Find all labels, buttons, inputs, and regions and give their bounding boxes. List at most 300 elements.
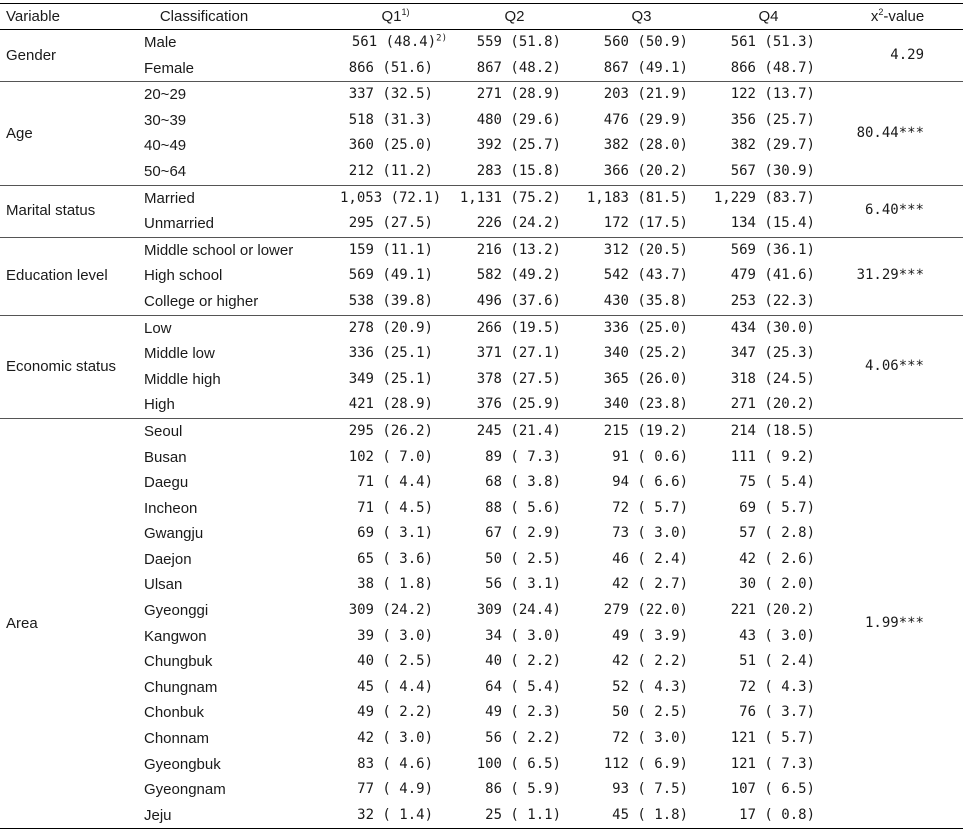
q3-cell [578,211,705,237]
classification-cell: Chonbuk [144,704,205,722]
q3-value: 340 (23.8) [603,396,688,413]
q4-cell [705,30,832,56]
q3-value: 542 (43.7) [603,267,688,284]
q3-cell [578,108,705,134]
q1-cell [340,341,451,367]
q4-value: 134 (15.4) [730,215,815,232]
variable-cell: Area [6,614,38,632]
q4-value: 30 ( 2.0) [739,576,815,593]
q4-cell [705,133,832,159]
classification-cell: Middle low [144,345,215,363]
q2-value: 88 ( 5.6) [485,499,561,516]
classification-cell: 30~39 [144,111,187,129]
q4-value: 121 ( 7.3) [730,755,815,772]
table-row [0,159,963,185]
variable-cell: Gender [6,46,57,64]
q1-value: 39 ( 3.0) [357,627,433,644]
q4-cell [705,496,832,522]
header-row [0,4,963,30]
q4-value: 253 (22.3) [730,292,815,309]
q1-cell [340,108,451,134]
table-row [0,341,963,367]
q2-value: 867 (48.2) [476,59,561,76]
q1-value: 349 (25.1) [348,370,433,387]
table-row [0,726,963,752]
table-row [0,315,963,341]
q1-value: 42 ( 3.0) [357,730,433,747]
q4-cell [705,341,832,367]
q3-value: 366 (20.2) [603,162,688,179]
q3-cell [578,82,705,108]
q2-value: 64 ( 5.4) [485,678,561,695]
q3-cell [578,392,705,418]
header-q2: Q2 [504,8,525,25]
classification-cell: Ulsan [144,576,183,594]
q2-value: 1,131 (75.2) [459,189,561,206]
q3-value: 49 ( 3.9) [612,627,688,644]
q4-cell [705,470,832,496]
q3-value: 215 (19.2) [603,422,688,439]
q3-value: 73 ( 3.0) [612,525,688,542]
q1-cell [340,726,451,752]
q3-value: 112 ( 6.9) [603,755,688,772]
q3-value: 172 (17.5) [603,215,688,232]
q3-cell [578,598,705,624]
classification-cell: Busan [144,448,187,466]
q1-cell [340,30,451,56]
q2-cell [451,445,578,471]
q3-cell [578,700,705,726]
q1-cell [340,211,451,237]
q3-cell [578,496,705,522]
table-row [0,185,963,211]
q2-cell [451,263,578,289]
chi-value-cell: 80.44*** [856,124,924,141]
header-q3: Q3 [631,8,652,25]
q1-cell [340,700,451,726]
q4-cell [705,777,832,803]
table-row [0,547,963,573]
classification-cell: Chonnam [144,730,210,748]
q2-value: 56 ( 3.1) [485,576,561,593]
classification-cell: Kangwon [144,627,207,645]
header-chi-suffix: -value [883,8,925,25]
q1-cell [340,777,451,803]
q2-cell [451,133,578,159]
q1-cell [340,752,451,778]
q4-value: 17 ( 0.8) [739,806,815,823]
q2-cell [451,649,578,675]
q2-cell [451,496,578,522]
header-q4: Q4 [758,8,779,25]
q4-cell [705,445,832,471]
q4-cell [705,56,832,82]
q4-value: 347 (25.3) [730,345,815,362]
q4-cell [705,649,832,675]
q3-cell [578,159,705,185]
q1-cell [340,392,451,418]
q1-value: 561 (48.4) [351,34,437,50]
q1-value: 295 (27.5) [348,215,433,232]
table-row [0,418,963,444]
q2-cell [451,237,578,263]
q2-cell [451,367,578,393]
table-row [0,108,963,134]
q4-value: 318 (24.5) [730,370,815,387]
q4-cell [705,547,832,573]
q4-value: 121 ( 5.7) [730,730,815,747]
q1-cell [340,315,451,341]
q1-cell [340,572,451,598]
q2-cell [451,56,578,82]
q2-cell [451,315,578,341]
data-table [0,3,963,829]
classification-cell: Daejon [144,550,192,568]
q1-cell [340,649,451,675]
q2-value: 226 (24.2) [476,215,561,232]
q3-value: 42 ( 2.7) [612,576,688,593]
q4-cell [705,367,832,393]
q3-cell [578,56,705,82]
header-q1-footnote: 1) [401,7,410,17]
q2-value: 86 ( 5.9) [485,781,561,798]
q2-value: 496 (37.6) [476,292,561,309]
classification-cell: Female [144,59,195,77]
q2-value: 582 (49.2) [476,267,561,284]
q3-value: 382 (28.0) [603,137,688,154]
q3-cell [578,470,705,496]
q3-cell [578,418,705,444]
chi-value-cell: 31.29*** [856,267,924,284]
q2-value: 266 (19.5) [476,319,561,336]
q2-value: 309 (24.4) [476,602,561,619]
q3-value: 94 ( 6.6) [612,474,688,491]
q1-value: 569 (49.1) [348,267,433,284]
q1-value: 538 (39.8) [348,292,433,309]
q3-value: 46 ( 2.4) [612,550,688,567]
classification-cell: 40~49 [144,137,187,155]
header-classification: Classification [159,8,249,25]
q4-value: 221 (20.2) [730,602,815,619]
q2-cell [451,700,578,726]
q4-cell [705,521,832,547]
q4-value: 214 (18.5) [730,422,815,439]
q1-value: 360 (25.0) [348,137,433,154]
q1-cell [340,56,451,82]
q1-cell [340,185,451,211]
q2-value: 49 ( 2.3) [485,704,561,721]
classification-cell: Seoul [144,422,183,440]
q1-value: 159 (11.1) [348,241,433,258]
q2-value: 283 (15.8) [476,162,561,179]
q2-cell [451,185,578,211]
table-row [0,521,963,547]
q4-cell [705,211,832,237]
q1-value: 295 (26.2) [348,422,433,439]
q1-value: 77 ( 4.9) [357,781,433,798]
q1-cell [340,133,451,159]
q3-cell [578,445,705,471]
q3-value: 93 ( 7.5) [612,781,688,798]
q4-value: 57 ( 2.8) [739,525,815,542]
q1-value: 69 ( 3.1) [357,525,433,542]
q4-value: 569 (36.1) [730,241,815,258]
q3-cell [578,624,705,650]
q3-value: 279 (22.0) [603,602,688,619]
q1-cell [340,237,451,263]
header-chi-symbol: x [870,8,879,25]
table-row [0,445,963,471]
q3-cell [578,289,705,315]
table-row [0,133,963,159]
q3-cell [578,367,705,393]
classification-cell: Male [144,34,177,51]
header-q1-label: Q1 [381,8,402,25]
q3-value: 340 (25.2) [603,345,688,362]
q3-value: 91 ( 0.6) [612,448,688,465]
q2-cell [451,392,578,418]
q3-value: 72 ( 5.7) [612,499,688,516]
q4-value: 72 ( 4.3) [739,678,815,695]
q1-cell [340,263,451,289]
q3-cell [578,649,705,675]
q1-value: 45 ( 4.4) [357,678,433,695]
q2-value: 68 ( 3.8) [485,474,561,491]
classification-cell: Middle high [144,370,221,388]
q1-value: 38 ( 1.8) [357,576,433,593]
q4-cell [705,108,832,134]
classification-cell: 20~29 [144,86,187,104]
table-row [0,572,963,598]
chi-value-cell: 4.29 [890,46,924,63]
q1-value: 336 (25.1) [348,345,433,362]
q3-value: 312 (20.5) [603,241,688,258]
table-row [0,777,963,803]
q1-cell [340,496,451,522]
chi-value-cell: 4.06*** [864,357,924,374]
q1-value: 1,053 (72.1) [340,189,442,206]
q4-value: 479 (41.6) [730,267,815,284]
q2-value: 371 (27.1) [476,345,561,362]
q4-value: 122 (13.7) [730,86,815,103]
header-q1 [340,4,451,30]
q2-cell [451,82,578,108]
q2-cell [451,470,578,496]
q3-value: 1,183 (81.5) [586,189,688,206]
table-row [0,289,963,315]
q4-cell [705,392,832,418]
variable-cell: Economic status [6,357,117,375]
classification-cell: Jeju [144,806,172,824]
q1-value: 518 (31.3) [348,111,433,128]
q2-cell [451,418,578,444]
q2-cell [451,108,578,134]
header-chi-superscript: 2 [878,7,884,17]
q2-value: 100 ( 6.5) [476,755,561,772]
classification-cell: Low [144,319,172,337]
q3-value: 430 (35.8) [603,292,688,309]
classification-cell: Chungnam [144,678,218,696]
classification-cell: Gyeongnam [144,781,226,799]
classification-cell: Gwangju [144,525,204,543]
q4-cell [705,752,832,778]
q4-value: 76 ( 3.7) [739,704,815,721]
q3-value: 203 (21.9) [603,86,688,103]
table-row [0,496,963,522]
q1-value: 212 (11.2) [348,162,433,179]
q4-value: 75 ( 5.4) [739,474,815,491]
q4-cell [705,159,832,185]
q3-cell [578,675,705,701]
q2-value: 378 (27.5) [476,370,561,387]
q1-cell [340,82,451,108]
q4-value: 107 ( 6.5) [730,781,815,798]
q1-value: 49 ( 2.2) [357,704,433,721]
q2-cell [451,752,578,778]
q2-cell [451,598,578,624]
q3-value: 365 (26.0) [603,370,688,387]
q3-cell [578,30,705,56]
q1-value: 40 ( 2.5) [357,653,433,670]
table-row [0,752,963,778]
q2-cell [451,289,578,315]
q4-cell [705,185,832,211]
q1-value: 83 ( 4.6) [357,755,433,772]
classification-cell: College or higher [144,292,259,310]
q2-value: 559 (51.8) [476,34,561,50]
q4-value: 271 (20.2) [730,396,815,413]
q1-value: 309 (24.2) [348,602,433,619]
q2-value: 245 (21.4) [476,422,561,439]
q4-value: 866 (48.7) [730,59,815,76]
q2-value: 40 ( 2.2) [485,653,561,670]
q4-cell [705,675,832,701]
q4-cell [705,598,832,624]
q3-cell [578,547,705,573]
q3-value: 42 ( 2.2) [612,653,688,670]
classification-cell: Gyeonggi [144,602,209,620]
q2-value: 216 (13.2) [476,241,561,258]
q1-cell [340,445,451,471]
q4-cell [705,237,832,263]
q4-cell [705,289,832,315]
q1-cell [340,159,451,185]
q4-cell [705,82,832,108]
variable-cell: Age [6,124,33,142]
classification-cell: Unmarried [144,215,215,233]
q4-value: 111 ( 9.2) [730,448,815,465]
q4-value: 42 ( 2.6) [739,550,815,567]
q4-value: 382 (29.7) [730,137,815,154]
q1-value: 65 ( 3.6) [357,550,433,567]
classification-cell: Incheon [144,499,198,517]
classification-cell: Daegu [144,474,189,492]
q2-value: 392 (25.7) [476,137,561,154]
chi-value-cell: 1.99*** [864,614,924,631]
q3-value: 50 ( 2.5) [612,704,688,721]
q3-value: 45 ( 1.8) [612,806,688,823]
q3-value: 560 (50.9) [603,34,688,50]
q1-cell [340,521,451,547]
table-row [0,392,963,418]
q2-cell [451,624,578,650]
q4-value: 434 (30.0) [730,319,815,336]
q1-value: 278 (20.9) [348,319,433,336]
q1-cell [340,675,451,701]
classification-cell: High school [144,267,223,285]
q1-value: 337 (32.5) [348,86,433,103]
table-row [0,470,963,496]
q3-cell [578,726,705,752]
q2-cell [451,726,578,752]
q3-cell [578,752,705,778]
q4-value: 69 ( 5.7) [739,499,815,516]
q2-cell [451,675,578,701]
q3-value: 336 (25.0) [603,319,688,336]
q2-value: 376 (25.9) [476,396,561,413]
q4-cell [705,624,832,650]
q2-value: 89 ( 7.3) [485,448,561,465]
q3-cell [578,237,705,263]
q3-cell [578,263,705,289]
q1-value: 71 ( 4.5) [357,499,433,516]
variable-cell: Marital status [6,202,96,220]
q2-cell [451,572,578,598]
table-row [0,56,963,82]
q1-value: 32 ( 1.4) [357,806,433,823]
q4-value: 51 ( 2.4) [739,653,815,670]
q1-cell [340,547,451,573]
q2-cell [451,521,578,547]
header-variable: Variable [6,8,60,25]
classification-cell: Middle school or lower [144,241,294,259]
q1-cell [340,367,451,393]
classification-cell: Married [144,189,195,207]
table-body [0,30,963,829]
q1-cell [340,598,451,624]
q2-value: 67 ( 2.9) [485,525,561,542]
q2-cell [451,211,578,237]
table-row [0,624,963,650]
q2-cell [451,30,578,56]
q2-cell [451,341,578,367]
q2-value: 56 ( 2.2) [485,730,561,747]
q1-value: 421 (28.9) [348,396,433,413]
variable-cell: Education level [6,267,108,285]
q4-cell [705,263,832,289]
q4-value: 356 (25.7) [730,111,815,128]
table-row [0,700,963,726]
classification-cell: Chungbuk [144,653,213,671]
q4-cell [705,418,832,444]
q2-value: 34 ( 3.0) [485,627,561,644]
table-row [0,30,963,56]
q1-value: 71 ( 4.4) [357,474,433,491]
table-row [0,675,963,701]
q3-cell [578,521,705,547]
q3-cell [578,341,705,367]
q1-value: 866 (51.6) [348,59,433,76]
classification-cell: High [144,396,175,414]
q2-value: 25 ( 1.1) [485,806,561,823]
q4-cell [705,315,832,341]
q1-cell [340,624,451,650]
q4-value: 43 ( 3.0) [739,627,815,644]
q4-value: 1,229 (83.7) [713,189,815,206]
q2-cell [451,547,578,573]
q4-cell [705,572,832,598]
q3-cell [578,185,705,211]
